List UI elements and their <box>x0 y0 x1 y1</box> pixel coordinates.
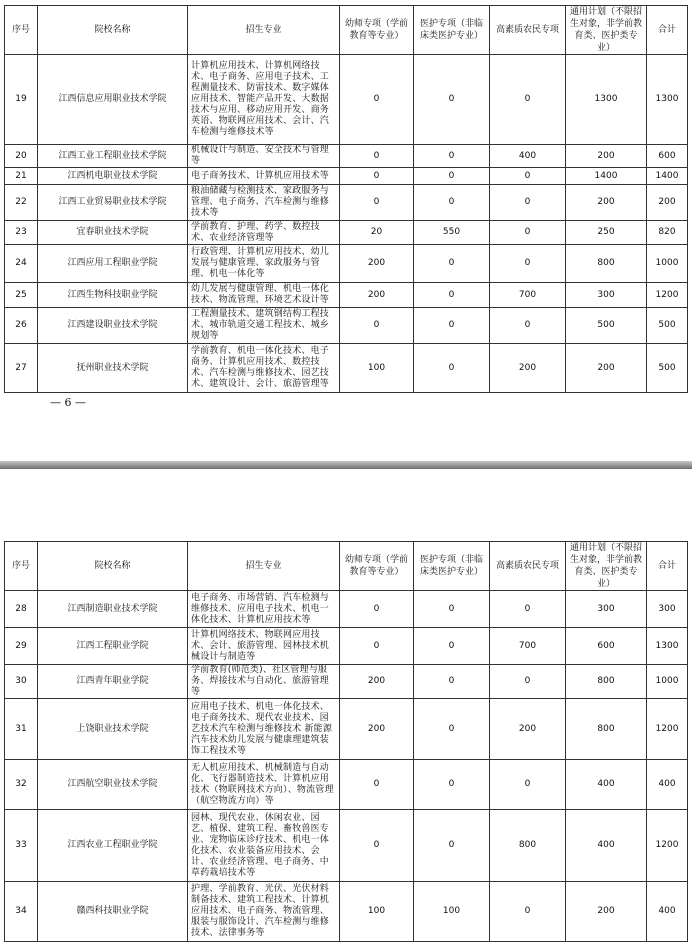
cell-general: 800 <box>566 245 647 283</box>
cell-preschool: 200 <box>340 699 414 760</box>
table-row <box>5 760 688 810</box>
header-medical: 医护专项（非临床类医护专业） <box>414 6 490 55</box>
cell-school: 江西建设职业技术学院 <box>38 308 188 344</box>
header-farmer: 高素质农民专项 <box>490 6 566 55</box>
cell-total: 400 <box>647 882 688 942</box>
cell-total: 1200 <box>647 699 688 760</box>
cell-general: 400 <box>566 760 647 810</box>
cell-majors: 电子商务、市场营销、汽车检测与维修技术、应用电子技术、机电一体化技术、计算机应用技术等 <box>188 591 340 628</box>
cell-general: 600 <box>566 628 647 665</box>
cell-preschool: 0 <box>340 55 414 145</box>
cell-total: 1000 <box>647 245 688 283</box>
table-row <box>5 882 688 942</box>
cell-majors: 无人机应用技术、机械制造与自动化、飞行器制造技术、计算机应用技术（物联网技术方向）、物流管理（航空物流方向）等 <box>188 760 340 810</box>
page-divider <box>0 461 692 469</box>
table-row <box>5 591 688 628</box>
cell-farmer: 0 <box>490 665 566 699</box>
cell-farmer: 0 <box>490 760 566 810</box>
cell-medical: 0 <box>414 591 490 628</box>
table-row <box>5 283 688 308</box>
cell-majors: 学前教育、护理、药学、数控技术、农业经济管理等 <box>188 221 340 245</box>
cell-general: 800 <box>566 699 647 760</box>
cell-preschool: 0 <box>340 591 414 628</box>
header-farmer: 高素质农民专项 <box>490 542 566 591</box>
cell-school: 江西工业贸易职业技术学院 <box>38 185 188 221</box>
cell-total: 1300 <box>647 628 688 665</box>
header-medical: 医护专项（非临床类医护专业） <box>414 542 490 591</box>
table-row <box>5 699 688 760</box>
header-row <box>5 6 688 55</box>
cell-school: 江西生物科技职业学院 <box>38 283 188 308</box>
cell-majors: 护理、学前教育、光伏、光伏材料制备技术、建筑工程技术、计算机应用技术、电子商务、物流管理、服装与服饰设计、汽车检测与维修技术、法律事务等 <box>188 882 340 942</box>
cell-school: 赣西科技职业学院 <box>38 882 188 942</box>
cell-total: 500 <box>647 308 688 344</box>
cell-school: 江西信息应用职业技术学院 <box>38 55 188 145</box>
cell-farmer: 700 <box>490 628 566 665</box>
cell-total: 1200 <box>647 810 688 882</box>
cell-preschool: 0 <box>340 185 414 221</box>
cell-preschool: 100 <box>340 882 414 942</box>
table-row <box>5 628 688 665</box>
cell-preschool: 0 <box>340 308 414 344</box>
cell-farmer: 0 <box>490 245 566 283</box>
table-row <box>5 308 688 344</box>
cell-preschool: 0 <box>340 145 414 168</box>
cell-school: 抚州职业技术学院 <box>38 344 188 393</box>
cell-no: 19 <box>5 55 38 145</box>
cell-majors: 粮油储藏与检测技术、家政服务与管理、电子商务、汽车检测与维修技术等 <box>188 185 340 221</box>
cell-majors: 学前教育、机电一体化技术、电子商务、计算机应用技术、数控技术、汽车检测与维修技术、园艺技术、建筑设计、会计、旅游管理等 <box>188 344 340 393</box>
cell-no: 31 <box>5 699 38 760</box>
cell-general: 400 <box>566 810 647 882</box>
enrollment-table-top <box>4 5 688 393</box>
header-total: 合计 <box>647 6 688 55</box>
cell-medical: 0 <box>414 308 490 344</box>
cell-preschool: 200 <box>340 665 414 699</box>
cell-majors: 园林、现代农业、休闲农业、园艺、植保、建筑工程、畜牧兽医专业、宠物临床诊疗技术、机电一体化技术、农业装备应用技术、会计、农业经济管理、电子商务、中草药栽培技术等 <box>188 810 340 882</box>
cell-general: 250 <box>566 221 647 245</box>
cell-school: 江西机电职业技术学院 <box>38 168 188 185</box>
header-preschool: 幼师专项（学前教育等专业） <box>340 6 414 55</box>
table-row <box>5 665 688 699</box>
cell-general: 1400 <box>566 168 647 185</box>
table-row <box>5 810 688 882</box>
header-no: 序号 <box>5 542 38 591</box>
cell-total: 1300 <box>647 55 688 145</box>
cell-medical: 0 <box>414 168 490 185</box>
cell-general: 800 <box>566 665 647 699</box>
cell-total: 500 <box>647 344 688 393</box>
cell-total: 1000 <box>647 665 688 699</box>
cell-total: 1200 <box>647 283 688 308</box>
cell-majors: 行政管理、计算机应用技术、幼儿发展与健康管理、家政服务与管理、机电一体化等 <box>188 245 340 283</box>
cell-farmer: 200 <box>490 344 566 393</box>
cell-school: 宜春职业技术学院 <box>38 221 188 245</box>
table-row <box>5 344 688 393</box>
table-row <box>5 55 688 145</box>
cell-total: 300 <box>647 591 688 628</box>
cell-preschool: 20 <box>340 221 414 245</box>
cell-medical: 0 <box>414 55 490 145</box>
cell-farmer: 0 <box>490 308 566 344</box>
cell-majors: 机械设计与制造、安全技术与管理等 <box>188 145 340 168</box>
header-preschool: 幼师专项（学前教育等专业） <box>340 542 414 591</box>
cell-preschool: 100 <box>340 344 414 393</box>
cell-total: 200 <box>647 185 688 221</box>
cell-school: 江西农业工程职业学院 <box>38 810 188 882</box>
enrollment-table-bottom <box>4 541 688 942</box>
header-row <box>5 542 688 591</box>
cell-majors: 应用电子技术、机电一体化技术、电子商务技术、现代农业技术、园艺技术汽车检测与维修技术 新能源汽车技术幼儿发展与健康理建筑装饰工程技术等 <box>188 699 340 760</box>
cell-general: 300 <box>566 591 647 628</box>
cell-no: 21 <box>5 168 38 185</box>
cell-no: 28 <box>5 591 38 628</box>
header-school: 院校名称 <box>38 6 188 55</box>
cell-medical: 0 <box>414 245 490 283</box>
cell-school: 江西青年职业学院 <box>38 665 188 699</box>
cell-school: 江西航空职业技术学院 <box>38 760 188 810</box>
cell-no: 33 <box>5 810 38 882</box>
cell-total: 400 <box>647 760 688 810</box>
cell-farmer: 800 <box>490 810 566 882</box>
cell-farmer: 400 <box>490 145 566 168</box>
header-total: 合计 <box>647 542 688 591</box>
cell-no: 22 <box>5 185 38 221</box>
cell-general: 1300 <box>566 55 647 145</box>
cell-preschool: 200 <box>340 245 414 283</box>
cell-general: 200 <box>566 344 647 393</box>
cell-majors: 电子商务技术、计算机应用技术等 <box>188 168 340 185</box>
cell-preschool: 0 <box>340 628 414 665</box>
cell-medical: 100 <box>414 882 490 942</box>
cell-no: 27 <box>5 344 38 393</box>
cell-medical: 0 <box>414 344 490 393</box>
cell-school: 上饶职业技术学院 <box>38 699 188 760</box>
cell-medical: 0 <box>414 283 490 308</box>
cell-preschool: 0 <box>340 810 414 882</box>
cell-medical: 0 <box>414 628 490 665</box>
cell-farmer: 700 <box>490 283 566 308</box>
page-number: — 6 — <box>50 396 86 409</box>
cell-majors: 工程测量技术、建筑钢结构工程技术、城市轨道交通工程技术、城乡规划等 <box>188 308 340 344</box>
cell-general: 200 <box>566 145 647 168</box>
cell-general: 500 <box>566 308 647 344</box>
cell-preschool: 0 <box>340 760 414 810</box>
cell-majors: 计算机网络技术、物联网应用技术、会计、旅游管理、园林技术机械设计与制造等 <box>188 628 340 665</box>
cell-school: 江西应用工程职业学院 <box>38 245 188 283</box>
header-no: 序号 <box>5 6 38 55</box>
cell-majors: 学前教育(师范类)、社区管理与服务、焊接技术与自动化、旅游管理等 <box>188 665 340 699</box>
cell-no: 24 <box>5 245 38 283</box>
cell-no: 23 <box>5 221 38 245</box>
cell-no: 25 <box>5 283 38 308</box>
cell-no: 20 <box>5 145 38 168</box>
cell-farmer: 0 <box>490 882 566 942</box>
cell-medical: 550 <box>414 221 490 245</box>
cell-medical: 0 <box>414 185 490 221</box>
cell-farmer: 200 <box>490 699 566 760</box>
header-general: 通用计划（不限招生对象，非学前教育类、医护类专业） <box>566 542 647 591</box>
cell-medical: 0 <box>414 810 490 882</box>
cell-majors: 幼儿发展与健康管理、机电一体化技术、物流管理、环境艺术设计等 <box>188 283 340 308</box>
cell-total: 820 <box>647 221 688 245</box>
cell-no: 34 <box>5 882 38 942</box>
cell-preschool: 0 <box>340 168 414 185</box>
cell-majors: 计算机应用技术、计算机网络技术、电子商务、应用电子技术、工程测量技术、防雷技术、数字媒体应用技术、智能产品开发、大数据技术与应用、移动应用开发、商务英语、物联网应用技术、会计、汽车检测与维修技术等 <box>188 55 340 145</box>
header-majors: 招生专业 <box>188 542 340 591</box>
cell-no: 32 <box>5 760 38 810</box>
cell-medical: 0 <box>414 665 490 699</box>
cell-farmer: 0 <box>490 185 566 221</box>
cell-farmer: 0 <box>490 168 566 185</box>
header-majors: 招生专业 <box>188 6 340 55</box>
cell-general: 300 <box>566 283 647 308</box>
table-row <box>5 221 688 245</box>
header-general: 通用计划（不限招生对象，非学前教育类、医护类专业） <box>566 6 647 55</box>
cell-total: 1400 <box>647 168 688 185</box>
cell-farmer: 0 <box>490 55 566 145</box>
cell-medical: 0 <box>414 760 490 810</box>
table-row <box>5 185 688 221</box>
table-row <box>5 145 688 168</box>
cell-medical: 0 <box>414 699 490 760</box>
cell-general: 200 <box>566 185 647 221</box>
cell-no: 26 <box>5 308 38 344</box>
cell-school: 江西制造职业技术学院 <box>38 591 188 628</box>
cell-farmer: 0 <box>490 221 566 245</box>
cell-school: 江西工程职业学院 <box>38 628 188 665</box>
cell-farmer: 0 <box>490 591 566 628</box>
cell-preschool: 200 <box>340 283 414 308</box>
cell-no: 29 <box>5 628 38 665</box>
table-row <box>5 245 688 283</box>
table-row <box>5 168 688 185</box>
cell-no: 30 <box>5 665 38 699</box>
cell-medical: 0 <box>414 145 490 168</box>
cell-general: 200 <box>566 882 647 942</box>
cell-school: 江西工业工程职业技术学院 <box>38 145 188 168</box>
header-school: 院校名称 <box>38 542 188 591</box>
cell-total: 600 <box>647 145 688 168</box>
